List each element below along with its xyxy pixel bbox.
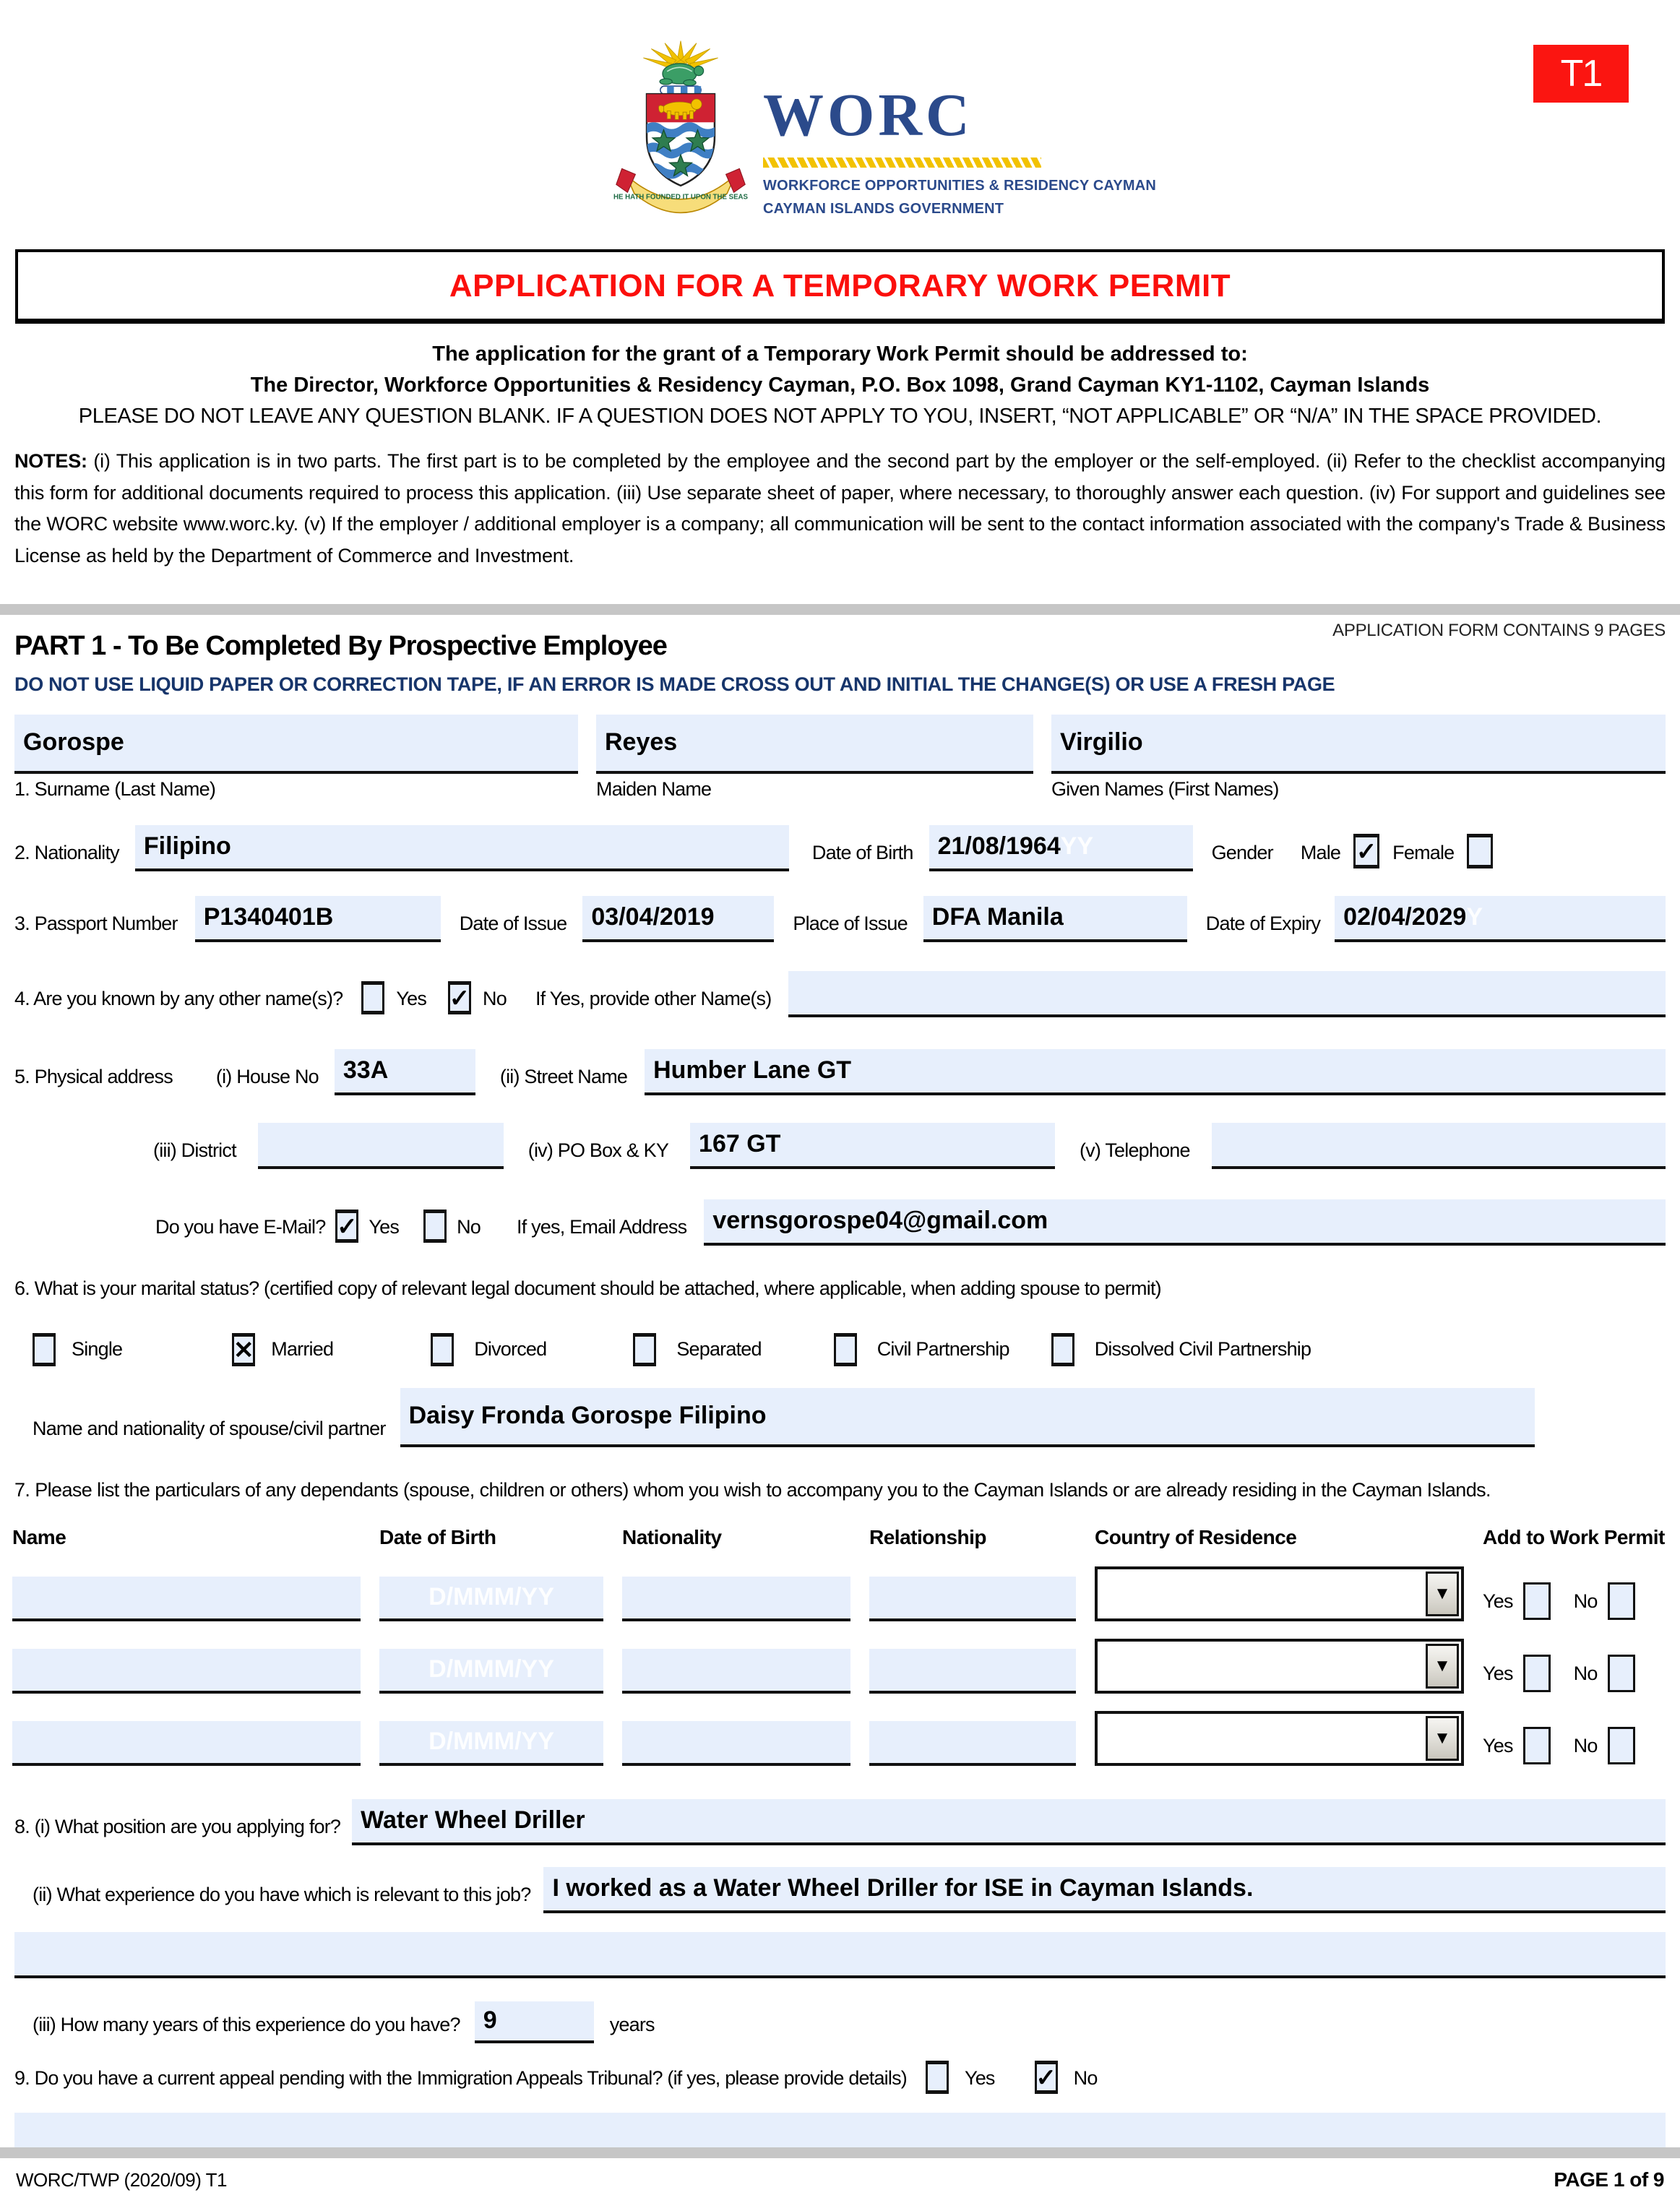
dependant-dob-placeholder: D/MMM/YY (428, 1583, 554, 1611)
dependant-name-field[interactable] (12, 1721, 361, 1766)
date-of-expiry-field[interactable] (1335, 896, 1666, 942)
dependants-table-header (12, 1526, 1668, 1549)
dob-placeholder-ghost: YY (1060, 832, 1094, 861)
rope-divider (763, 158, 1041, 168)
col-header-nationality: Nationality (622, 1525, 722, 1548)
marital-separated-label: Separated (676, 1338, 762, 1361)
dropdown-arrow-icon[interactable]: ▼ (1426, 1644, 1459, 1689)
page-footer (0, 2147, 1680, 2203)
dependant-country-dropdown[interactable] (1095, 1639, 1464, 1694)
maiden-name-field[interactable]: Reyes (596, 715, 1033, 774)
marital-divorced-checkbox[interactable] (431, 1333, 454, 1366)
dropdown-arrow-icon[interactable]: ▼ (1426, 1572, 1459, 1616)
nationality-label: 2. Nationality (14, 841, 119, 863)
pobox-label: (iv) PO Box & KY (527, 1139, 669, 1161)
marital-dissolved-civil-partnership-label: Dissolved Civil Partnership (1094, 1338, 1311, 1361)
dependant-nationality-field[interactable] (622, 1721, 850, 1766)
date-of-issue-label: Date of Issue (459, 912, 567, 934)
dependant-nationality-field[interactable] (622, 1577, 850, 1621)
other-names-question: 4. Are you known by any other name(s)? (14, 987, 343, 1009)
col-header-country: Country of Residence (1095, 1525, 1297, 1548)
add-permit-no-label: No (1573, 1734, 1598, 1756)
dependant-relationship-field[interactable] (869, 1649, 1076, 1694)
email-no-label: No (457, 1215, 481, 1238)
no-correction-instruction: DO NOT USE LIQUID PAPER OR CORRECTION TAPE, IF AN ERROR IS MADE CROSS OUT AND INITIAL THE CHANGE(S) OR USE A FRESH PAGE (14, 673, 1335, 695)
street-name-label: (ii) Street Name (499, 1065, 628, 1087)
crest-motto: HE HATH FOUNDED IT UPON THE SEAS (613, 193, 749, 202)
intro-line-1: The application for the grant of a Temporary Work Permit should be addressed to: (432, 342, 1248, 366)
maiden-name-label: Maiden Name (596, 777, 712, 800)
appeal-question: 9. Do you have a current appeal pending with the Immigration Appeals Tribunal? (if yes, please provide details) (14, 2066, 907, 2089)
notes-body: (i) This application is in two parts. The first part is to be completed by the employee and the second part by the employer or the self-employed. (ii) Refer to the checklist accompanying this form for additional documents required to process this application. (iii) Use separate sheet of paper, where necessary, to thoroughly answer each question. (iv) For support and guidelines see the WORC website www.worc.ky. (v) If the employer / additional employer is a company; all communication will be sent to the contact information associated with the company's Trade & Business License as held by the Department of Commerce and Investment. (14, 450, 1666, 567)
dependant-country-dropdown[interactable] (1095, 1566, 1464, 1621)
page-title: APPLICATION FOR A TEMPORARY WORK PERMIT (449, 268, 1231, 303)
dependant-dob-placeholder: D/MMM/YY (428, 1728, 554, 1756)
spouse-name-label: Name and nationality of spouse/civil partner (33, 1417, 386, 1439)
appeal-no-checkbox[interactable] (1035, 2061, 1058, 2094)
provide-other-names-label: If Yes, provide other Name(s) (535, 987, 772, 1009)
other-names-yes-checkbox[interactable] (361, 981, 384, 1014)
gender-label: Gender (1211, 841, 1273, 863)
experience-question: (ii) What experience do you have which is relevant to this job? (33, 1883, 531, 1905)
experience-continuation-field[interactable] (14, 1932, 1666, 1978)
add-permit-yes-label: Yes (1483, 1734, 1513, 1756)
add-permit-no-label: No (1573, 1590, 1598, 1612)
marital-civil-partnership-label: Civil Partnership (876, 1338, 1009, 1361)
appeal-yes-checkbox[interactable] (926, 2061, 949, 2094)
email-address-field[interactable]: vernsgorospe04@gmail.com (704, 1199, 1666, 1246)
org-tagline-1: WORKFORCE OPPORTUNITIES & RESIDENCY CAYMAN (763, 178, 1157, 194)
place-of-issue-field[interactable]: DFA Manila (923, 896, 1187, 942)
org-tagline-2: CAYMAN ISLANDS GOVERNMENT (763, 201, 1004, 217)
notes-paragraph (14, 446, 1666, 572)
years-experience-field[interactable]: 9 (475, 2001, 594, 2043)
dependant-relationship-field[interactable] (869, 1577, 1076, 1621)
other-names-no-label: No (483, 987, 507, 1009)
appeal-no-mark: ✓ (1035, 2064, 1056, 2092)
dependant-row (12, 1711, 1668, 1766)
add-permit-yes-label: Yes (1483, 1590, 1513, 1612)
intro-line-2: The Director, Workforce Opportunities & Residency Cayman, P.O. Box 1098, Grand Cayman KY1-1102, Cayman Islands (250, 374, 1430, 397)
marital-married-checkbox[interactable] (232, 1333, 255, 1366)
pobox-field[interactable]: 167 GT (690, 1123, 1055, 1169)
male-checkbox-mark: ✓ (1356, 837, 1377, 866)
dob-label: Date of Birth (811, 841, 913, 863)
female-label: Female (1392, 841, 1455, 863)
position-field[interactable]: Water Wheel Driller (352, 1799, 1666, 1845)
dependant-nationality-field[interactable] (622, 1649, 850, 1694)
part1-heading: PART 1 - To Be Completed By Prospective Employee (14, 630, 667, 661)
dependants-table (0, 1526, 1680, 1766)
page-number: PAGE 1 of 9 (1554, 2168, 1664, 2191)
dependant-dob-field[interactable] (379, 1721, 603, 1766)
add-permit-no-label: No (1573, 1662, 1598, 1684)
dependant-name-field[interactable] (12, 1649, 361, 1694)
street-name-field[interactable]: Humber Lane GT (645, 1049, 1666, 1095)
expiry-placeholder-ghost: Y (1466, 903, 1483, 931)
house-no-label: (i) House No (215, 1065, 319, 1087)
dependant-dob-field[interactable] (379, 1649, 603, 1694)
other-names-no-checkbox[interactable] (448, 981, 471, 1014)
marital-separated-checkbox[interactable] (633, 1333, 656, 1366)
worc-wordmark: WORC (763, 82, 973, 149)
given-names-field[interactable]: Virgilio (1051, 715, 1666, 774)
add-permit-no-checkbox[interactable] (1608, 1582, 1635, 1620)
dob-value: 21/08/1964 (937, 832, 1061, 861)
dob-field[interactable] (929, 825, 1193, 871)
date-of-expiry-label: Date of Expiry (1205, 912, 1321, 934)
passport-number-field[interactable]: P1340401B (195, 896, 441, 942)
male-checkbox[interactable] (1353, 834, 1379, 868)
appeal-no-label: No (1073, 2066, 1098, 2089)
other-names-field[interactable] (788, 971, 1666, 1017)
district-label: (iii) District (153, 1139, 236, 1161)
position-question: 8. (i) What position are you applying for? (14, 1815, 341, 1837)
email-address-label: If yes, Email Address (517, 1215, 687, 1238)
marital-status-question: 6. What is your marital status? (certified copy of relevant legal document should be attached, where applicable, when adding spouse to permit) (14, 1277, 1161, 1299)
dependant-dob-placeholder: D/MMM/YY (428, 1655, 554, 1683)
col-header-relationship: Relationship (869, 1525, 987, 1548)
notes-label: NOTES: (14, 450, 87, 472)
email-yes-mark: ✓ (337, 1212, 358, 1241)
appeal-yes-label: Yes (964, 2066, 995, 2089)
other-names-no-mark: ✓ (449, 984, 470, 1012)
telephone-label: (v) Telephone (1080, 1139, 1190, 1161)
intro-block (0, 342, 1680, 428)
add-permit-no-checkbox[interactable] (1608, 1727, 1635, 1764)
dependant-row (12, 1566, 1668, 1621)
email-no-checkbox[interactable] (423, 1210, 447, 1243)
section-divider-bar (0, 604, 1680, 615)
experience-field[interactable]: I worked as a Water Wheel Driller for ISE in Cayman Islands. (543, 1867, 1666, 1913)
intro-line-3: PLEASE DO NOT LEAVE ANY QUESTION BLANK. IF A QUESTION DOES NOT APPLY TO YOU, INSERT, “NOT APPLICABLE” OR “N/A” IN THE SPACE PROVIDED. (78, 405, 1602, 428)
surname-field[interactable]: Gorospe (14, 715, 578, 774)
worc-brand-block (763, 82, 1157, 217)
dropdown-arrow-icon[interactable]: ▼ (1426, 1716, 1459, 1761)
title-box (15, 249, 1665, 324)
spouse-name-field[interactable]: Daisy Fronda Gorospe Filipino (400, 1388, 1535, 1447)
given-names-label: Given Names (First Names) (1051, 777, 1279, 800)
years-experience-question: (iii) How many years of this experience do you have? (33, 2013, 460, 2035)
marital-civil-partnership-checkbox[interactable] (834, 1333, 857, 1366)
col-header-add-to-permit: Add to Work Permit (1483, 1525, 1665, 1548)
email-yes-label: Yes (369, 1215, 400, 1238)
email-yes-checkbox[interactable] (335, 1210, 358, 1243)
email-question: Do you have E-Mail? (155, 1215, 326, 1238)
female-checkbox[interactable] (1467, 834, 1493, 868)
form-type-badge: T1 (1533, 45, 1629, 103)
years-suffix-label: years (609, 2013, 655, 2035)
nationality-field[interactable]: Filipino (135, 825, 789, 871)
marital-married-mark: ✕ (233, 1336, 254, 1364)
footer-divider-bar (0, 2147, 1680, 2158)
cayman-coat-of-arms-icon (613, 40, 749, 225)
passport-number-label: 3. Passport Number (14, 912, 178, 934)
add-permit-yes-checkbox[interactable] (1523, 1582, 1551, 1620)
marital-single-label: Single (72, 1338, 123, 1361)
dependant-relationship-field[interactable] (869, 1721, 1076, 1766)
dependant-name-field[interactable] (12, 1577, 361, 1621)
male-label: Male (1300, 841, 1341, 863)
physical-address-label: 5. Physical address (14, 1065, 173, 1087)
date-of-issue-field[interactable]: 03/04/2019 (582, 896, 774, 942)
other-names-yes-label: Yes (396, 987, 427, 1009)
expiry-value: 02/04/2029 (1343, 903, 1467, 931)
marital-married-label: Married (271, 1338, 334, 1361)
dependant-country-dropdown[interactable] (1095, 1711, 1464, 1766)
surname-label: 1. Surname (Last Name) (14, 777, 216, 800)
form-reference-code: WORC/TWP (2020/09) T1 (16, 2168, 227, 2191)
place-of-issue-label: Place of Issue (793, 912, 908, 934)
add-permit-yes-checkbox[interactable] (1523, 1655, 1551, 1692)
marital-single-checkbox[interactable] (33, 1333, 56, 1366)
page-header (0, 0, 1680, 249)
col-header-dob: Date of Birth (379, 1525, 496, 1548)
house-no-field[interactable]: 33A (335, 1049, 475, 1095)
dependant-dob-field[interactable] (379, 1577, 603, 1621)
marital-divorced-label: Divorced (474, 1338, 547, 1361)
add-permit-yes-checkbox[interactable] (1523, 1727, 1551, 1764)
district-field[interactable] (258, 1123, 504, 1169)
add-permit-no-checkbox[interactable] (1608, 1655, 1635, 1692)
marital-dissolved-civil-partnership-checkbox[interactable] (1051, 1333, 1074, 1366)
add-permit-yes-label: Yes (1483, 1662, 1513, 1684)
dependant-row (12, 1639, 1668, 1694)
col-header-name: Name (12, 1525, 66, 1548)
dependants-question: 7. Please list the particulars of any dependants (spouse, children or others) whom you wish to accompany you to the Cayman Islands or are already residing in the Cayman Islands. (14, 1478, 1491, 1501)
telephone-field[interactable] (1212, 1123, 1666, 1169)
pages-count-note: APPLICATION FORM CONTAINS 9 PAGES (1332, 620, 1666, 640)
